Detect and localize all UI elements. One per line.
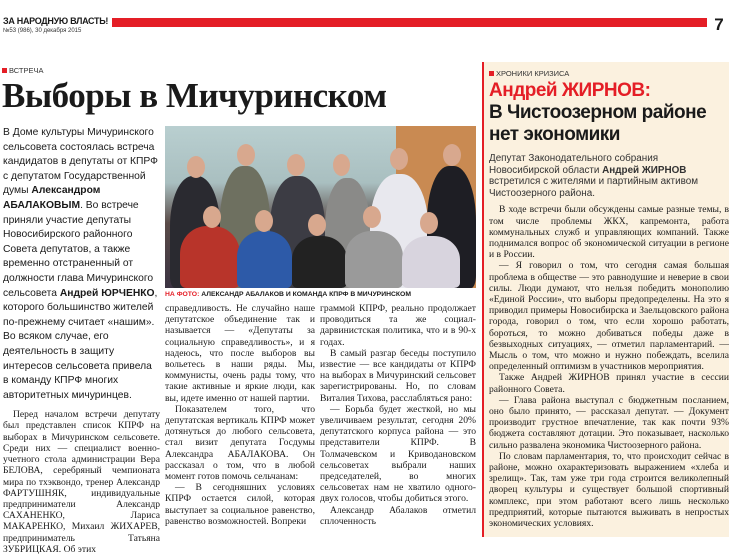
caption-prefix: НА ФОТО: (165, 291, 200, 298)
person (237, 231, 292, 288)
main-column-1 (3, 409, 160, 555)
face (443, 144, 461, 166)
paragraph: Также Андрей ЖИРНОВ принял участие в сессии районного Совета. (489, 372, 729, 395)
lead-text: встретился с жителями и партийным активом Чистоозерного района. (489, 176, 699, 199)
red-square-icon (489, 71, 494, 76)
person (402, 236, 460, 288)
paragraph: — Я говорил о том, что сегодня самая большая проблема в обществе — это равнодушие и неверие в свои силы. Люди думают, что нельзя победить монополию «Единой России», что выборы предопределены. На это я приводил примеры Новосибирска и Заельцовского района города, говорил о том, что если хорошо работать, бороться, то можно добиваться победы даже в безвыходных ситуациях, — отметил парламентарий. — Мысль о том, что можно и нужно побеждать, вселила определенный оптимизм в участников мероприятия. (489, 260, 729, 373)
face (308, 214, 326, 236)
face (363, 206, 381, 228)
face (420, 212, 438, 234)
side-kicker (489, 69, 729, 78)
paragraph: граммой КПРФ, реально продолжает проводиться та же социал-дарвинистская политика, что и в 90-х годах. (320, 303, 476, 348)
person (180, 226, 240, 288)
face (255, 210, 273, 232)
paragraph: Перед началом встречи депутату был представлен список КПРФ на выборах в Мичуринском сельсовете. Среди них — специалист военно-учетного стола администрации Вера БЕЛОВА, серебряный чемпионата мира по тхэквондо, тренер Александр ФАРТУШНЯК, индивидуальные предприниматели Александр САХАНЕНКО, Лариса МАКАРЕНКО, Михаил ЖИХАРЕВ, предприниматель Татьяна ЗУБРИЦКАЯ. Об этих (3, 409, 160, 555)
side-lead (489, 153, 729, 199)
side-headline-name: Андрей ЖИРНОВ: (489, 80, 651, 101)
paragraph: — В сегодняшних условиях КПРФ остается силой, которая выступает за социальное равенство, равенство возможностей. Вопреки (165, 482, 315, 527)
paragraph: — Борьба будет жесткой, но мы увеличиваем результат, сегодня 20% депутатского корпуса района — это представители КПРФ. В Толмачевском и Криводановском сельсоветах выбрали наших председателей, во многих сельсоветах нам не хватило одного-двух голосов, чтобы добиться этого. (320, 403, 476, 505)
issue-info: №53 (986), 30 декабря 2015 (3, 28, 82, 34)
paragraph: Александр Абалаков отметил сплоченность (320, 504, 476, 527)
masthead: ЗА НАРОДНУЮ ВЛАСТЬ! (3, 16, 109, 26)
paragraph: В ходе встречи были обсуждены самые разные темы, в том числе проблемы ЖКХ, капремонта, работа коммунальных служб и управляющих компаний. Также поднимался вопрос об экономической ситуации в регионе и в России. (489, 204, 729, 261)
section-kicker (2, 66, 478, 75)
main-column-3 (320, 303, 476, 527)
page-header (3, 16, 727, 35)
face (187, 156, 205, 178)
lead-text: Депутат Законодательного собрания Новосибирской области (489, 153, 659, 176)
side-body (489, 204, 729, 529)
group-photo (165, 126, 476, 288)
lead-name: Андрей ЮРЧЕНКО (59, 287, 155, 299)
face (237, 144, 255, 166)
face (333, 154, 350, 176)
lead-name: Александром АБАЛАКОВЫМ (3, 185, 101, 211)
lead-text: В Доме культуры Мичуринского сельсовета состоялась встреча кандидатов в депутаты от КПРФ с депутатом Государственной думы (3, 127, 158, 197)
main-headline: Выборы в Мичуринском (2, 76, 387, 115)
paragraph: справедливость. Не случайно наше депутатское объединение так и называется — «Депутаты за социальную справедливость», и я надеюсь, что после выборов вы вольетесь в наши ряды. Мы, коммунисты, очень рады тому, что такие активные и яркие люди, как вы, идете именно от нашей партии. (165, 303, 315, 404)
side-headline: В Чистоозерном районе нет экономики (489, 102, 707, 145)
middle-columns (165, 303, 476, 527)
main-middle-area (165, 126, 476, 527)
lead-text: . Во встрече приняли участие депутаты Новосибирского районного Совета депутатов, а также временно отстраненный от должности глава Мичуринского сельсовета (3, 199, 154, 299)
person (345, 231, 403, 288)
red-square-icon (2, 68, 7, 73)
main-article (2, 66, 478, 555)
kicker-label: ХРОНИКИ КРИЗИСА (496, 69, 570, 78)
caption-text: АЛЕКСАНДР АБАЛАКОВ И КОМАНДА КПРФ В МИЧУРИНСКОМ (201, 291, 412, 298)
kicker-label: ВСТРЕЧА (9, 66, 44, 75)
main-column-2 (165, 303, 315, 527)
person (292, 236, 347, 288)
main-lead (3, 126, 160, 403)
paragraph: — Глава района выступал с бюджетным посланием, оно было принято, — рассказал депутат. — Документ производит грустное впечатление, так как почти 93% бюджета составляют дотации. Это показывает, насколько сильно развалена экономика Чистоозерного района. (489, 394, 729, 451)
side-article-box (482, 62, 729, 537)
main-columns (2, 126, 478, 555)
header-rule (112, 18, 707, 27)
paragraph: По словам парламентария, то, что происходит сейчас в районе, можно охарактеризовать выражением «хлеба и зрелищ». Так, там уже три года строится великолепный дворец культуры и существует большой спортивный комплекс, при этом работают всего лишь несколько предприятий, которые пытаются выживать в непростых экономических условиях. (489, 450, 729, 530)
photo-caption (165, 290, 476, 299)
main-left-column (3, 126, 160, 555)
paragraph: В самый разгар беседы поступило известие — все кандидаты от КПРФ на выборах в Мичуринский сельсовет зарегистрированы. Но, по словам Виталия Тихова, расслабляться рано: (320, 347, 476, 404)
lead-text: , которого большинство жителей по-прежнему считает «нашим». Во всяком случае, его деятельность в защиту интересов сельсовета привела в команду КПРФ многих авторитетных мичуринцев. (3, 287, 158, 401)
page-number: 7 (714, 15, 724, 34)
face (390, 148, 408, 170)
lead-name: Андрей ЖИРНОВ (602, 164, 687, 176)
face (287, 154, 305, 176)
face (203, 206, 221, 228)
paragraph: Показателем того, что депутатская вертикаль КПРФ может дотянуться до любого сельсовета, стал визит депутата Госдумы Александра АБАЛАКОВА. Он рассказал о том, что в любой момент готов помочь сельчанам: (165, 403, 315, 483)
masthead-block (3, 16, 108, 35)
